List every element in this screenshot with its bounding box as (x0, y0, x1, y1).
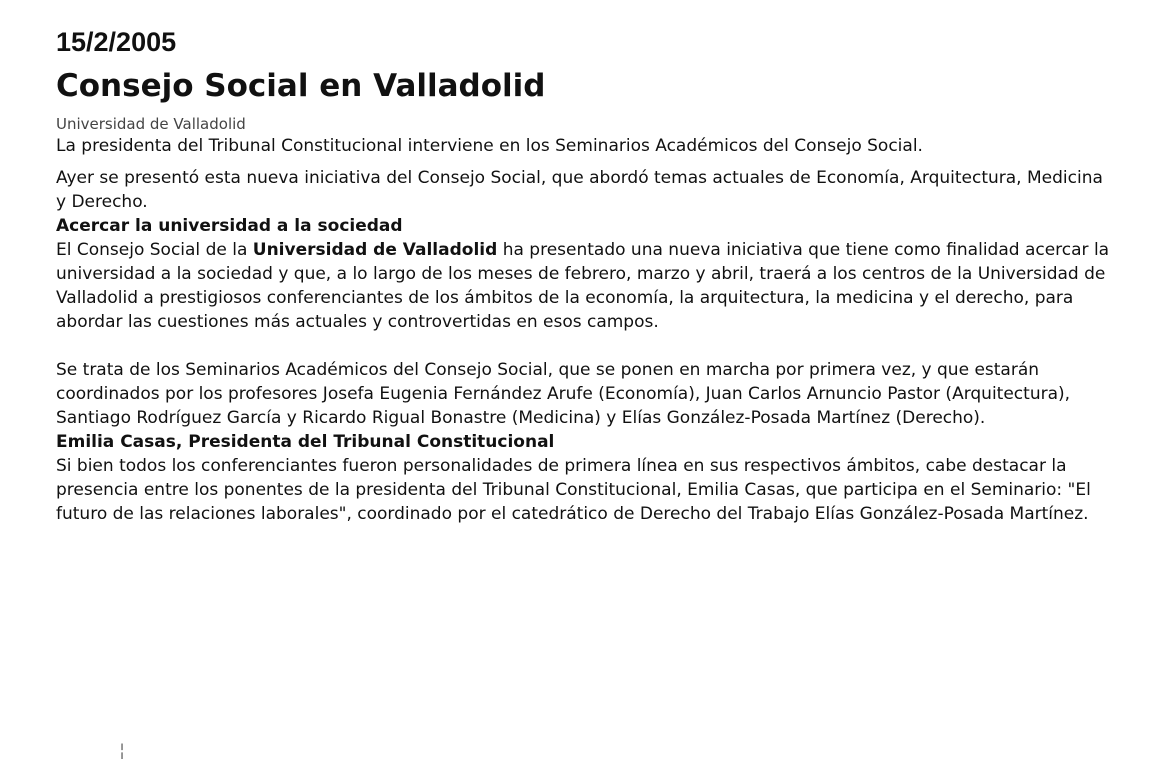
paragraph-bold-text: Universidad de Valladolid (252, 240, 498, 260)
article-lead: La presidenta del Tribunal Constitucional interviene en los Seminarios Académicos del Consejo Social. (56, 136, 923, 156)
article-source: Universidad de Valladolid (56, 115, 246, 133)
section-title-acercar: Acercar la universidad a la sociedad (56, 216, 403, 236)
section-paragraph (56, 238, 1116, 334)
article-intro: Ayer se presentó esta nueva iniciativa del Consejo Social, que abordó temas actuales de Economía, Arquitectura, Medicina y Derecho. (56, 168, 1103, 212)
article (56, 24, 1116, 526)
section-title-emilia-casas: Emilia Casas, Presidenta del Tribunal Constitucional (56, 432, 555, 452)
paragraph-text: ha presentado una nueva iniciativa que tiene como finalidad acercar la universidad a la sociedad y que, a lo largo de los meses de febrero, marzo y abril, traerá a los centros de la Universidad de Valladolid a prestigiosos conferenciantes de los ámbitos de la economía, la arquitectura, la medicina y el derecho, para abordar las cuestiones más actuales y controvertidas en esos campos. (56, 240, 1110, 332)
article-date: 15/2/2005 (56, 27, 177, 57)
paragraph-text: El Consejo Social de la (56, 240, 253, 260)
article-headline: Consejo Social en Valladolid (56, 68, 546, 104)
stray-scan-mark: ¦ (119, 740, 126, 761)
section-paragraph: Se trata de los Seminarios Académicos del Consejo Social, que se ponen en marcha por primera vez, y que estarán coordinados por los profesores Josefa Eugenia Fernández Arufe (Economía), Juan Carlos Arnuncio Pastor (Arquitectura), Santiago Rodríguez García y Ricardo Rigual Bonastre (Medicina) y Elías González-Posada Martínez (Derecho). (56, 360, 1071, 428)
section-paragraph: Si bien todos los conferenciantes fueron personalidades de primera línea en sus respectivos ámbitos, cabe destacar la presencia entre los ponentes de la presidenta del Tribunal Constitucional, Emilia Casas, que participa en el Seminario: "El futuro de las relaciones laborales", coordinado por el catedrático de Derecho del Trabajo Elías González-Posada Martínez. (56, 456, 1091, 524)
